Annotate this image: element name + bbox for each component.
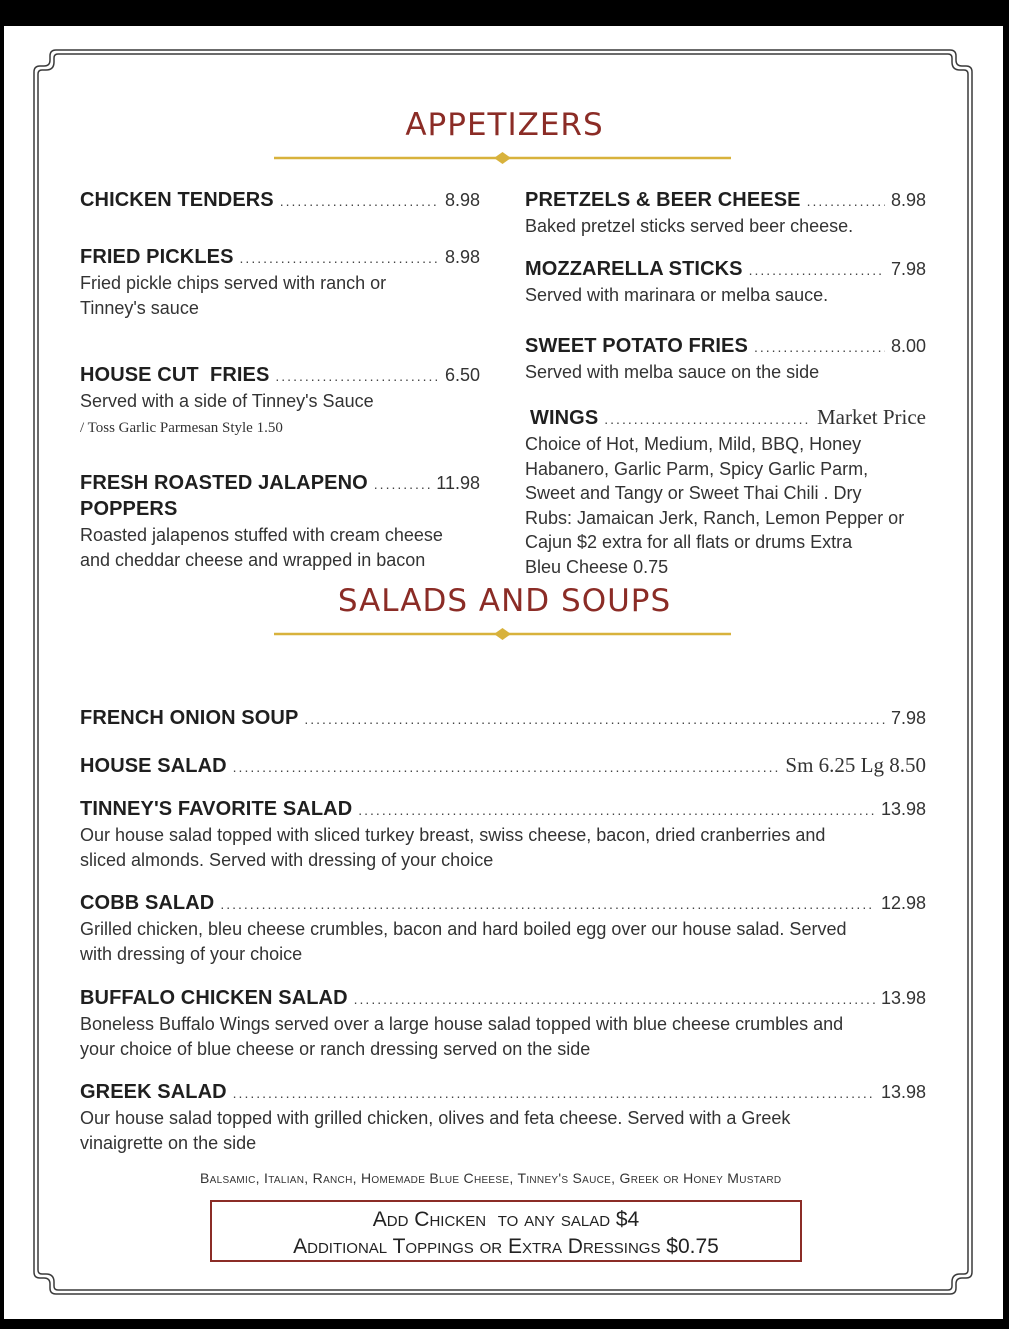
leader-dots <box>233 759 780 775</box>
salads-divider <box>274 627 731 641</box>
leader-dots <box>358 802 875 818</box>
item-name: GREEK SALAD <box>80 1081 227 1103</box>
item-name: MOZZARELLA STICKS <box>525 258 743 280</box>
item-description: Our house salad topped with grilled chicken, olives and feta cheese. Served with a Greek vinaigrette on the side <box>80 1108 791 1153</box>
menu-item-sweet-potato-fries <box>525 335 926 385</box>
item-description: Grilled chicken, bleu cheese crumbles, bacon and hard boiled egg over our house salad. Served with dressing of your choice <box>80 919 847 964</box>
item-price: 13.98 <box>880 799 926 819</box>
item-price: 6.50 <box>444 365 480 385</box>
menu-item-fried-pickles <box>80 246 480 321</box>
item-description: Served with a side of Tinney's Sauce <box>80 391 374 411</box>
leader-dots <box>220 896 875 912</box>
item-description: Served with marinara or melba sauce. <box>525 285 829 305</box>
item-description: Fried pickle chips served with ranch or Tinney's sauce <box>80 273 387 318</box>
menu-item-mozzarella-sticks <box>525 258 926 308</box>
item-name-continued: POPPERS <box>80 498 178 520</box>
dressing-options: Balsamic, Italian, Ranch, Homemade Blue Cheese, Tinney's Sauce, Greek or Honey Mustard <box>200 1170 782 1186</box>
leader-dots <box>374 476 430 492</box>
item-price: 13.98 <box>880 988 926 1008</box>
item-note: / Toss Garlic Parmesan Style 1.50 <box>80 420 283 436</box>
item-description: Baked pretzel sticks served beer cheese. <box>525 216 854 236</box>
item-name: HOUSE SALAD <box>80 755 227 777</box>
menu-item-tinneys-favorite-salad <box>80 798 926 873</box>
item-price: 8.98 <box>890 190 926 210</box>
item-description: Our house salad topped with sliced turkey breast, swiss cheese, bacon, dried cranberries and sliced almonds. Served with dressing of your choice <box>80 825 826 870</box>
add-ons-box <box>210 1200 802 1262</box>
menu-item-house-salad <box>80 753 926 778</box>
leader-dots <box>275 368 439 384</box>
item-price: Sm 6.25 Lg 8.50 <box>785 753 926 777</box>
item-description: Boneless Buffalo Wings served over a large house salad topped with blue cheese crumbles and your choice of blue cheese or ranch dressing served on the side <box>80 1014 844 1059</box>
salads-soups-heading: SALADS AND SOUPS <box>337 583 672 619</box>
item-price: 8.98 <box>444 190 480 210</box>
leader-dots <box>807 193 885 209</box>
menu-item-greek-salad <box>80 1081 926 1156</box>
leader-dots <box>754 339 885 355</box>
menu-item-chicken-tenders <box>80 189 480 212</box>
appetizers-heading: APPETIZERS <box>405 107 604 143</box>
item-price: 7.98 <box>890 708 926 728</box>
appetizers-divider <box>274 151 731 165</box>
item-name: TINNEY'S FAVORITE SALAD <box>80 798 353 820</box>
leader-dots <box>604 411 811 427</box>
item-name: COBB SALAD <box>80 892 215 914</box>
item-name: SWEET POTATO FRIES <box>525 335 748 357</box>
item-price: 8.98 <box>444 247 480 267</box>
menu-item-french-onion-soup <box>80 707 926 730</box>
item-name: FRESH ROASTED JALAPENO <box>80 472 368 494</box>
menu-item-buffalo-chicken-salad <box>80 987 926 1062</box>
item-name: HOUSE CUT FRIES <box>80 364 270 386</box>
leader-dots <box>354 991 875 1007</box>
item-price: 7.98 <box>890 259 926 279</box>
item-description: Choice of Hot, Medium, Mild, BBQ, Honey Habanero, Garlic Parm, Spicy Garlic Parm, Sweet and Tangy or Sweet Thai Chili . Dry Rubs: Jamaican Jerk, Ranch, Lemon Pepper or Cajun $2 extra for all flats or drums Extra Bleu Cheese 0.75 <box>525 434 905 577</box>
item-name: FRENCH ONION SOUP <box>80 707 299 729</box>
menu-item-jalapeno-poppers <box>80 472 480 573</box>
leader-dots <box>240 250 439 266</box>
item-price: 13.98 <box>880 1082 926 1102</box>
add-chicken-text: Add Chicken to any salad $4 <box>372 1208 640 1231</box>
leader-dots <box>749 262 885 278</box>
leader-dots <box>304 711 885 727</box>
item-price: Market Price <box>816 405 926 429</box>
extra-toppings-text: Additional Toppings or Extra Dressings $0.75 <box>293 1235 719 1258</box>
item-description: Served with melba sauce on the side <box>525 362 820 382</box>
menu-item-house-cut-fries <box>80 364 480 441</box>
item-name: FRIED PICKLES <box>80 246 234 268</box>
menu-item-pretzels <box>525 189 926 239</box>
item-name: CHICKEN TENDERS <box>80 189 274 211</box>
item-price: 8.00 <box>890 336 926 356</box>
item-name: PRETZELS & BEER CHEESE <box>525 189 801 211</box>
item-price: 12.98 <box>880 893 926 913</box>
item-description: Roasted jalapenos stuffed with cream cheese and cheddar cheese and wrapped in bacon <box>80 525 443 570</box>
item-price: 11.98 <box>436 473 480 493</box>
item-name: WINGS <box>530 407 599 429</box>
leader-dots <box>280 193 439 209</box>
leader-dots <box>233 1085 875 1101</box>
item-name: BUFFALO CHICKEN SALAD <box>80 987 348 1009</box>
menu-item-cobb-salad <box>80 892 926 967</box>
menu-item-wings <box>525 405 926 580</box>
